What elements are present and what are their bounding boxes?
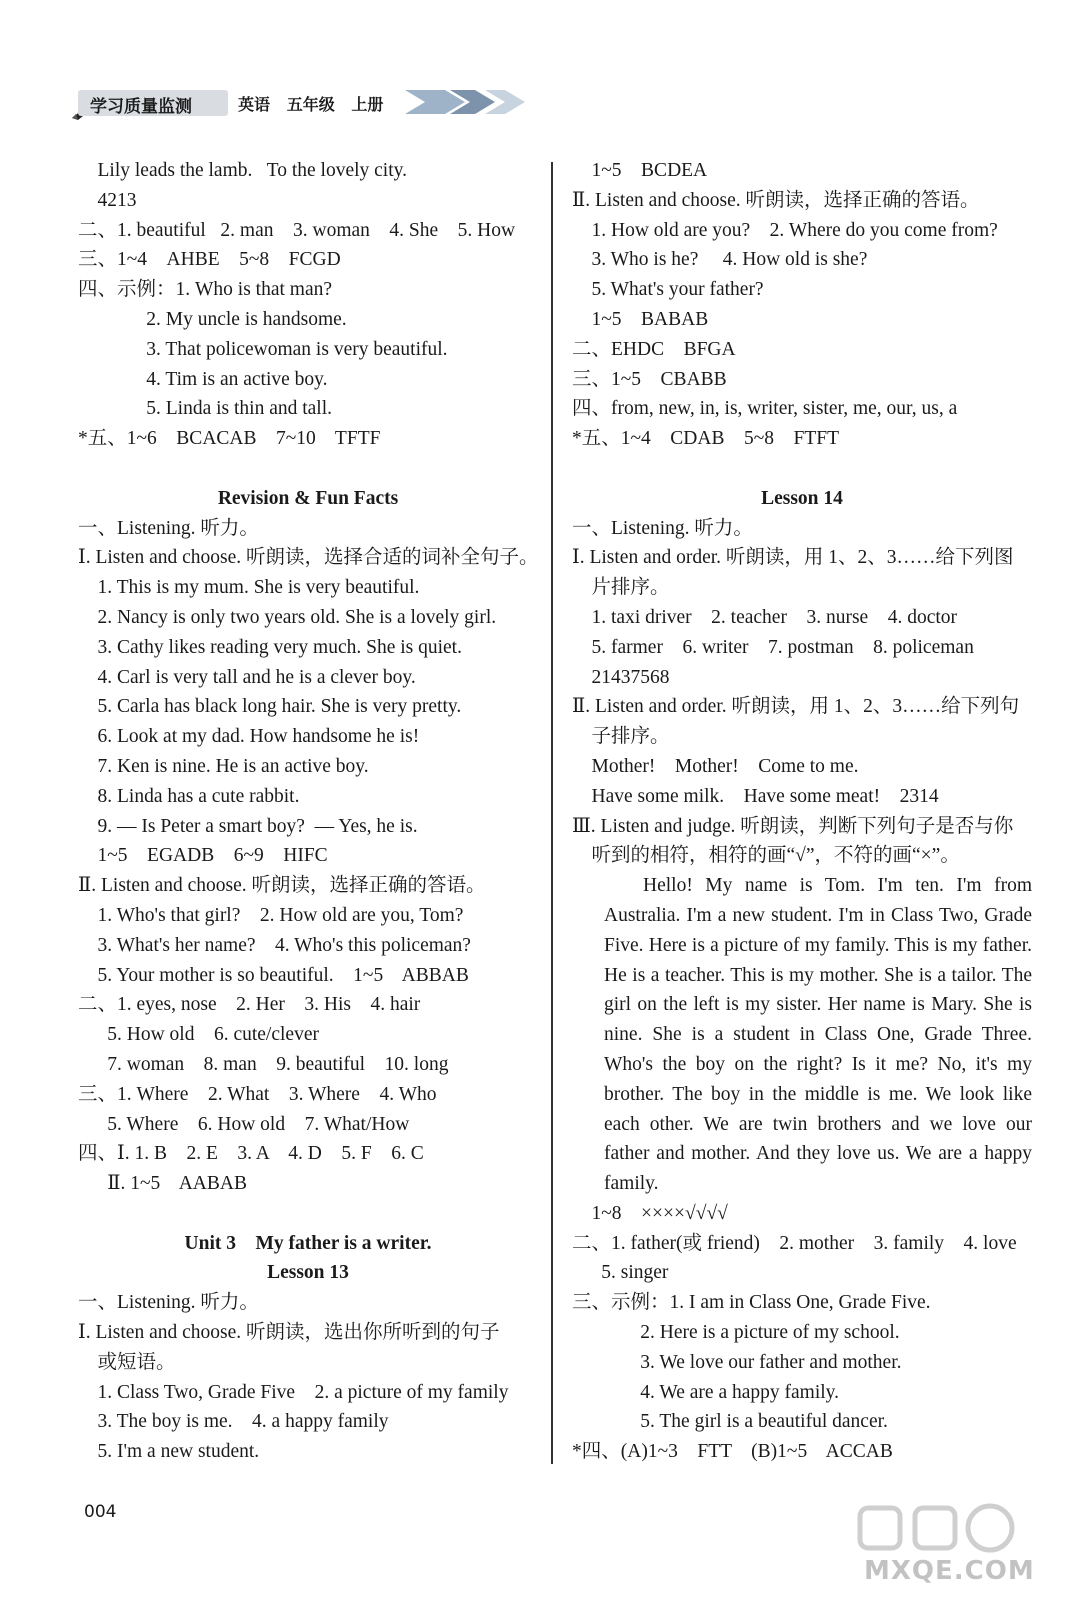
answer-line: 1. Who's that girl? 2. How old are you, Tom? [78, 904, 464, 926]
answer-line: 3. The boy is me. 4. a happy family [78, 1411, 389, 1433]
answer-line: 1. Class Two, Grade Five 2. a picture of my family [78, 1381, 509, 1403]
reading-passage-wrap [604, 871, 1032, 1199]
answer-line: 1. This is my mum. She is very beautiful. [78, 577, 420, 599]
answer-line: 7. woman 8. man 9. beautiful 10. long [78, 1053, 449, 1075]
answer-line [78, 1199, 538, 1229]
answer-line: 4. Tim is an active boy. [78, 368, 328, 390]
left-column [78, 156, 538, 1467]
answer-line: 9. — Is Peter a smart boy? — Yes, he is. [78, 815, 418, 837]
answer-line: Ⅲ. Listen and judge. 听朗读，判断下列句子是否与你 [572, 815, 1014, 837]
book-series-title: 学习质量监测 [90, 97, 192, 117]
answer-line: 二、1. father(或 friend) 2. mother 3. family 4. love [572, 1232, 1017, 1254]
answer-line: 21437568 [572, 666, 670, 688]
answer-line: 5. What's your father? [572, 279, 764, 301]
answer-line: 5. Carla has black long hair. She is very pretty. [78, 696, 462, 718]
answer-line: 1~5 BCDEA [572, 160, 708, 181]
section-heading: Lesson 13 [267, 1262, 349, 1284]
right-bottom-block [572, 1199, 1032, 1467]
answer-line: Mother! Mother! Come to me. [572, 755, 859, 777]
answer-line: 三、1~5 CBABB [572, 368, 727, 390]
watermark-text: MXQE.COM [864, 1556, 1035, 1586]
answer-line: 一、Listening. 听力。 [78, 517, 259, 539]
answer-line: 2. My uncle is handsome. [78, 308, 347, 330]
answer-line: 5. The girl is a beautiful dancer. [572, 1411, 888, 1433]
arrow-decoration-icon [405, 82, 555, 122]
section-heading: Unit 3 My father is a writer. [184, 1232, 432, 1254]
answer-line: 4. Carl is very tall and he is a clever boy. [78, 666, 416, 688]
answer-line: *五、1~4 CDAB 5~8 FTFT [572, 428, 840, 450]
page-number: 004 [84, 1502, 117, 1522]
answer-line: 4. We are a happy family. [572, 1381, 840, 1403]
running-header [70, 78, 490, 128]
answer-line: 5. I'm a new student. [78, 1441, 260, 1463]
answer-line: 5. How old 6. cute/clever [78, 1024, 319, 1046]
answer-line: 听到的相符，相符的画“√”，不符的画“×”。 [572, 845, 960, 867]
answer-line: 2. Nancy is only two years old. She is a lovely girl. [78, 606, 497, 628]
answer-line: 三、1~4 AHBE 5~8 FCGD [78, 249, 341, 271]
answer-line: Ⅰ. Listen and choose. 听朗读，选择合适的词补全句子。 [78, 547, 539, 569]
answer-line: 5. singer [572, 1262, 669, 1284]
right-top-block [572, 156, 1032, 871]
answer-line: 3. We love our father and mother. [572, 1351, 902, 1373]
answer-line: 四、示例：1. Who is that man? [78, 279, 333, 301]
answer-line: 1~5 BABAB [572, 308, 709, 330]
reading-passage: Hello! My name is Tom. I'm ten. I'm from Australia. I'm a new student. I'm in Class Two, Grade Five. Here is a picture of my family. This is my father. He is a teacher. This is my mother. She is a tailor. The girl on the left is my sister. Her name is Mary. She is nine. She is a student in Class One, Grade Three. Who's the boy on the right? Is it me? No, it's my brother. The boy in the middle is me. We look like each other. We are twin brothers and we love our father and mother. And they love us. We are a happy family. [604, 875, 1032, 1195]
answer-line: 一、Listening. 听力。 [78, 1292, 259, 1314]
answer-line: 6. Look at my dad. How handsome he is! [78, 726, 420, 748]
answer-line: 7. Ken is nine. He is an active boy. [78, 755, 369, 777]
answer-line: 四、Ⅰ. 1. B 2. E 3. A 4. D 5. F 6. C [78, 1143, 424, 1165]
answer-line: 1. taxi driver 2. teacher 3. nurse 4. doctor [572, 606, 958, 628]
section-heading: Lesson 14 [761, 487, 843, 509]
answer-line [572, 454, 1032, 484]
answer-line: 3. That policewoman is very beautiful. [78, 338, 448, 360]
answer-line: Have some milk. Have some meat! 2314 [572, 785, 939, 807]
answer-line: 2. Here is a picture of my school. [572, 1322, 900, 1344]
answer-line: 5. Your mother is so beautiful. 1~5 ABBAB [78, 964, 469, 986]
answer-line: Ⅱ. Listen and order. 听朗读，用 1、2、3……给下列句 [572, 696, 1020, 718]
answer-line: *五、1~6 BCACAB 7~10 TFTF [78, 428, 381, 450]
answer-line: 5. Where 6. How old 7. What/How [78, 1113, 410, 1135]
answer-line: 1~8 ××××√√√√ [572, 1202, 728, 1224]
book-subject-grade: 英语 五年级 上册 [238, 95, 384, 114]
answer-line: 一、Listening. 听力。 [572, 517, 753, 539]
answer-line: 或短语。 [78, 1351, 176, 1373]
answer-line: Ⅱ. 1~5 AABAB [78, 1173, 247, 1195]
answer-line: 4213 [78, 189, 137, 211]
answer-line: Ⅱ. Listen and choose. 听朗读，选择正确的答语。 [78, 875, 486, 897]
answer-line: 三、示例：1. I am in Class One, Grade Five. [572, 1292, 931, 1314]
answer-line: Lily leads the lamb. To the lovely city. [78, 160, 407, 181]
column-divider [551, 162, 553, 1464]
answer-line: 3. What's her name? 4. Who's this policeman? [78, 934, 471, 956]
answer-line: 二、1. eyes, nose 2. Her 3. His 4. hair [78, 994, 421, 1016]
answer-line: 片排序。 [572, 577, 670, 599]
answer-line: 5. Linda is thin and tall. [78, 398, 333, 420]
answer-line: 二、EHDC BFGA [572, 338, 736, 360]
answer-line: Ⅰ. Listen and choose. 听朗读，选出你所听到的句子 [78, 1322, 500, 1344]
right-column [572, 156, 1032, 1467]
answer-line: 二、1. beautiful 2. man 3. woman 4. She 5. How [78, 219, 516, 241]
answer-line: 3. Cathy likes reading very much. She is quiet. [78, 636, 462, 658]
answer-line: 5. farmer 6. writer 7. postman 8. policeman [572, 636, 974, 658]
answer-line: 子排序。 [572, 726, 670, 748]
answer-line [78, 454, 538, 484]
answer-line: 8. Linda has a cute rabbit. [78, 785, 300, 807]
answer-line: 3. Who is he? 4. How old is she? [572, 249, 868, 271]
answer-line: 三、1. Where 2. What 3. Where 4. Who [78, 1083, 437, 1105]
answer-line: Ⅱ. Listen and choose. 听朗读，选择正确的答语。 [572, 189, 980, 211]
answer-line: Ⅰ. Listen and order. 听朗读，用 1、2、3……给下列图 [572, 547, 1014, 569]
answer-line: 1. How old are you? 2. Where do you come from? [572, 219, 998, 241]
answer-line: 四、from, new, in, is, writer, sister, me, our, us, a [572, 398, 958, 420]
answer-line: *四、(A)1~3 FTT (B)1~5 ACCAB [572, 1441, 893, 1463]
answer-line: 1~5 EGADB 6~9 HIFC [78, 845, 328, 867]
section-heading: Revision & Fun Facts [217, 487, 399, 509]
